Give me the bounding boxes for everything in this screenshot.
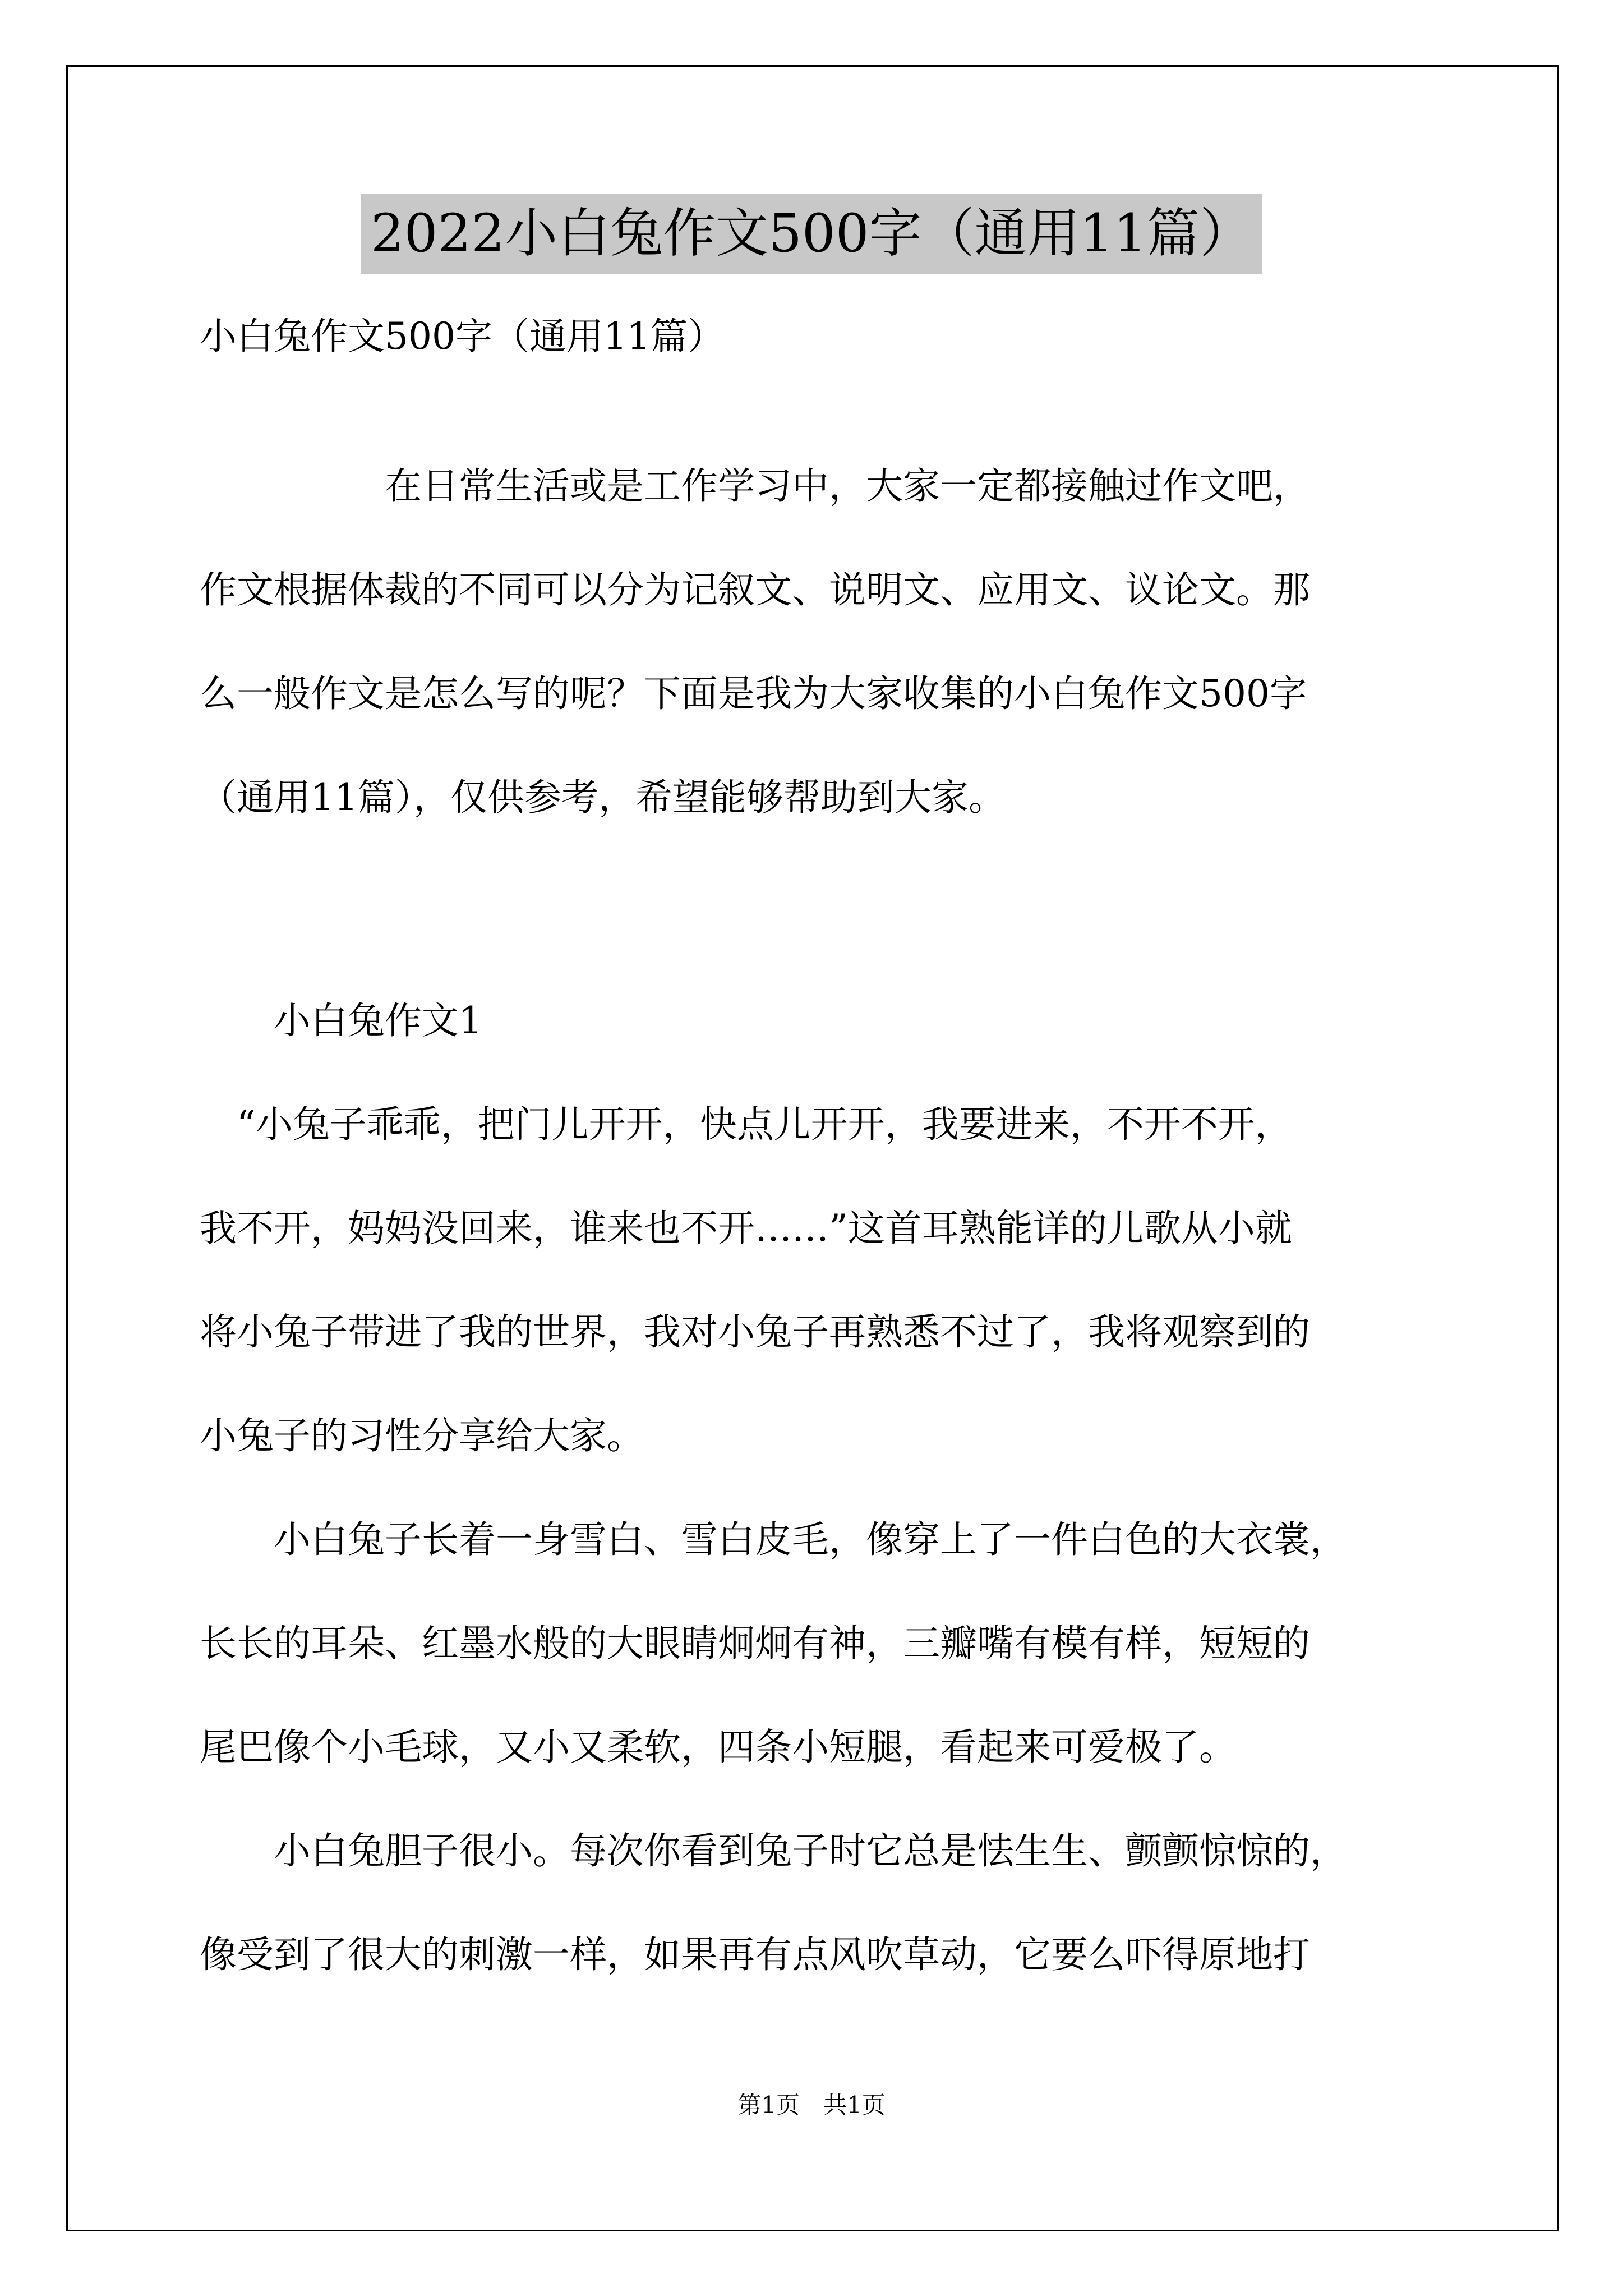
paragraph-1-line-4: 小兔子的习性分享给大家。 — [200, 1414, 644, 1457]
paragraph-2-line-2: 长长的耳朵、红墨水般的大眼睛炯炯有神，三瓣嘴有模有样，短短的 — [200, 1622, 1310, 1665]
page-border — [66, 65, 1559, 2231]
paragraph-1-line-3: 将小兔子带进了我的世界，我对小兔子再熟悉不过了，我将观察到的 — [200, 1310, 1310, 1354]
paragraph-1-line-1: “小兔子乖乖，把门儿开开，快点儿开开，我要进来，不开不开， — [200, 1103, 1292, 1146]
document-title: 2022小白兔作文500字（通用11篇） — [361, 194, 1262, 274]
paragraph-2-line-3: 尾巴像个小毛球，又小又柔软，四条小短腿，看起来可爱极了。 — [200, 1726, 1236, 1769]
intro-paragraph-line-2: 作文根据体裁的不同可以分为记叙文、说明文、应用文、议论文。那 — [200, 568, 1310, 611]
page-footer: 第1页 共1页 — [737, 2091, 886, 2119]
document-subtitle: 小白兔作文500字（通用11篇） — [200, 315, 725, 358]
section-heading-1: 小白兔作文1 — [200, 999, 482, 1042]
paragraph-3-line-2: 像受到了很大的刺激一样，如果再有点风吹草动，它要么吓得原地打 — [200, 1933, 1310, 1976]
paragraph-3-line-1: 小白兔胆子很小。每次你看到兔子时它总是怯生生、颤颤惊惊的， — [200, 1829, 1347, 1872]
intro-paragraph-line-3: 么一般作文是怎么写的呢？下面是我为大家收集的小白兔作文500字 — [200, 672, 1307, 715]
title-container — [0, 194, 1623, 274]
intro-paragraph-line-4: （通用11篇），仅供参考，希望能够帮助到大家。 — [200, 776, 1006, 819]
paragraph-1-line-2: 我不开，妈妈没回来，谁来也不开……”这首耳熟能详的儿歌从小就 — [200, 1207, 1292, 1250]
intro-paragraph-line-1: 在日常生活或是工作学习中，大家一定都接触过作文吧， — [200, 464, 1310, 508]
paragraph-2-line-1: 小白兔子长着一身雪白、雪白皮毛，像穿上了一件白色的大衣裳， — [200, 1518, 1347, 1561]
